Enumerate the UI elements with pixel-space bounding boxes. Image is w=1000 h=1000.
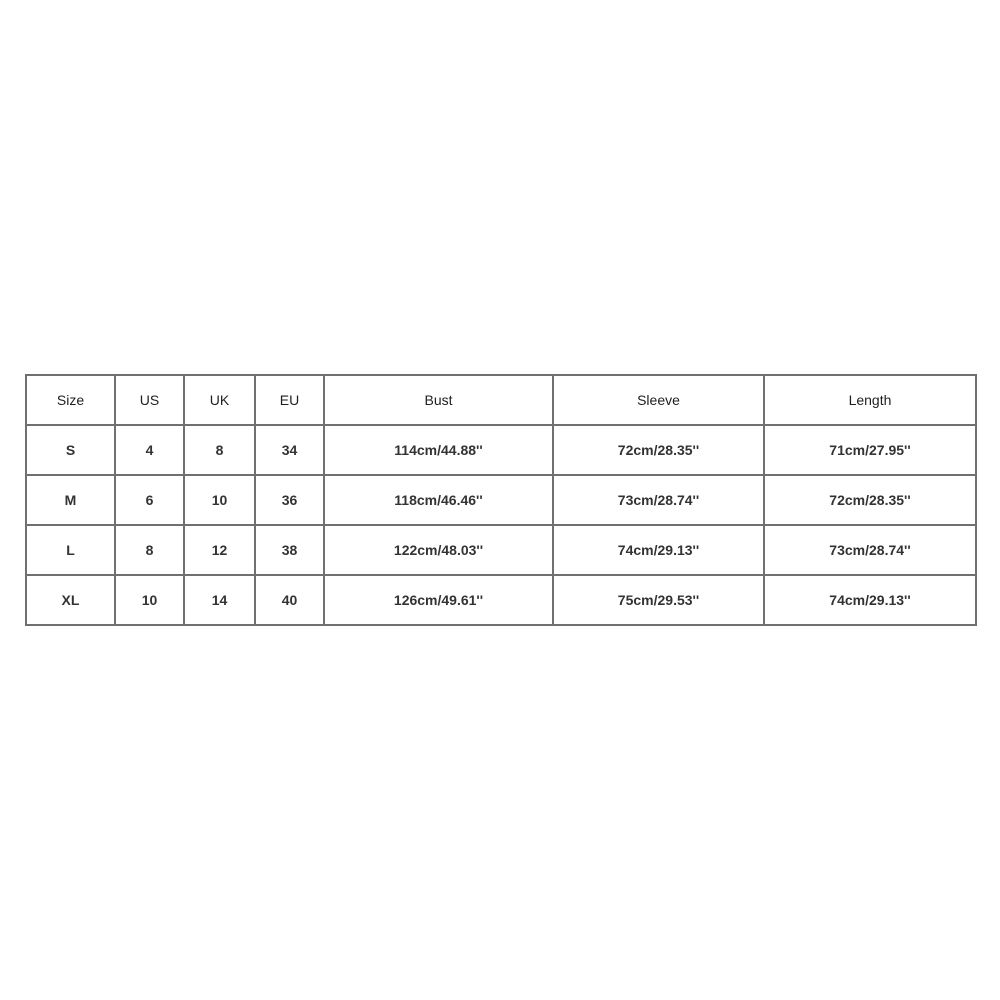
cell-uk: 14 [184, 575, 255, 625]
cell-bust: 126cm/49.61'' [324, 575, 553, 625]
cell-size: L [26, 525, 115, 575]
cell-us: 4 [115, 425, 184, 475]
header-bust: Bust [324, 375, 553, 425]
cell-eu: 36 [255, 475, 324, 525]
table-row [26, 425, 976, 475]
cell-size: XL [26, 575, 115, 625]
cell-uk: 12 [184, 525, 255, 575]
cell-sleeve: 75cm/29.53'' [553, 575, 764, 625]
cell-uk: 10 [184, 475, 255, 525]
cell-bust: 118cm/46.46'' [324, 475, 553, 525]
cell-us: 10 [115, 575, 184, 625]
table-row [26, 525, 976, 575]
cell-length: 72cm/28.35'' [764, 475, 976, 525]
header-length: Length [764, 375, 976, 425]
size-chart-table [25, 374, 977, 626]
table-row [26, 475, 976, 525]
table-header-row [26, 375, 976, 425]
cell-eu: 34 [255, 425, 324, 475]
header-size: Size [26, 375, 115, 425]
cell-sleeve: 73cm/28.74'' [553, 475, 764, 525]
cell-us: 8 [115, 525, 184, 575]
cell-eu: 38 [255, 525, 324, 575]
cell-length: 71cm/27.95'' [764, 425, 976, 475]
header-us: US [115, 375, 184, 425]
cell-uk: 8 [184, 425, 255, 475]
cell-length: 73cm/28.74'' [764, 525, 976, 575]
cell-sleeve: 74cm/29.13'' [553, 525, 764, 575]
cell-us: 6 [115, 475, 184, 525]
cell-length: 74cm/29.13'' [764, 575, 976, 625]
cell-bust: 122cm/48.03'' [324, 525, 553, 575]
cell-sleeve: 72cm/28.35'' [553, 425, 764, 475]
header-uk: UK [184, 375, 255, 425]
table-row [26, 575, 976, 625]
cell-size: S [26, 425, 115, 475]
header-eu: EU [255, 375, 324, 425]
cell-eu: 40 [255, 575, 324, 625]
header-sleeve: Sleeve [553, 375, 764, 425]
cell-bust: 114cm/44.88'' [324, 425, 553, 475]
cell-size: M [26, 475, 115, 525]
